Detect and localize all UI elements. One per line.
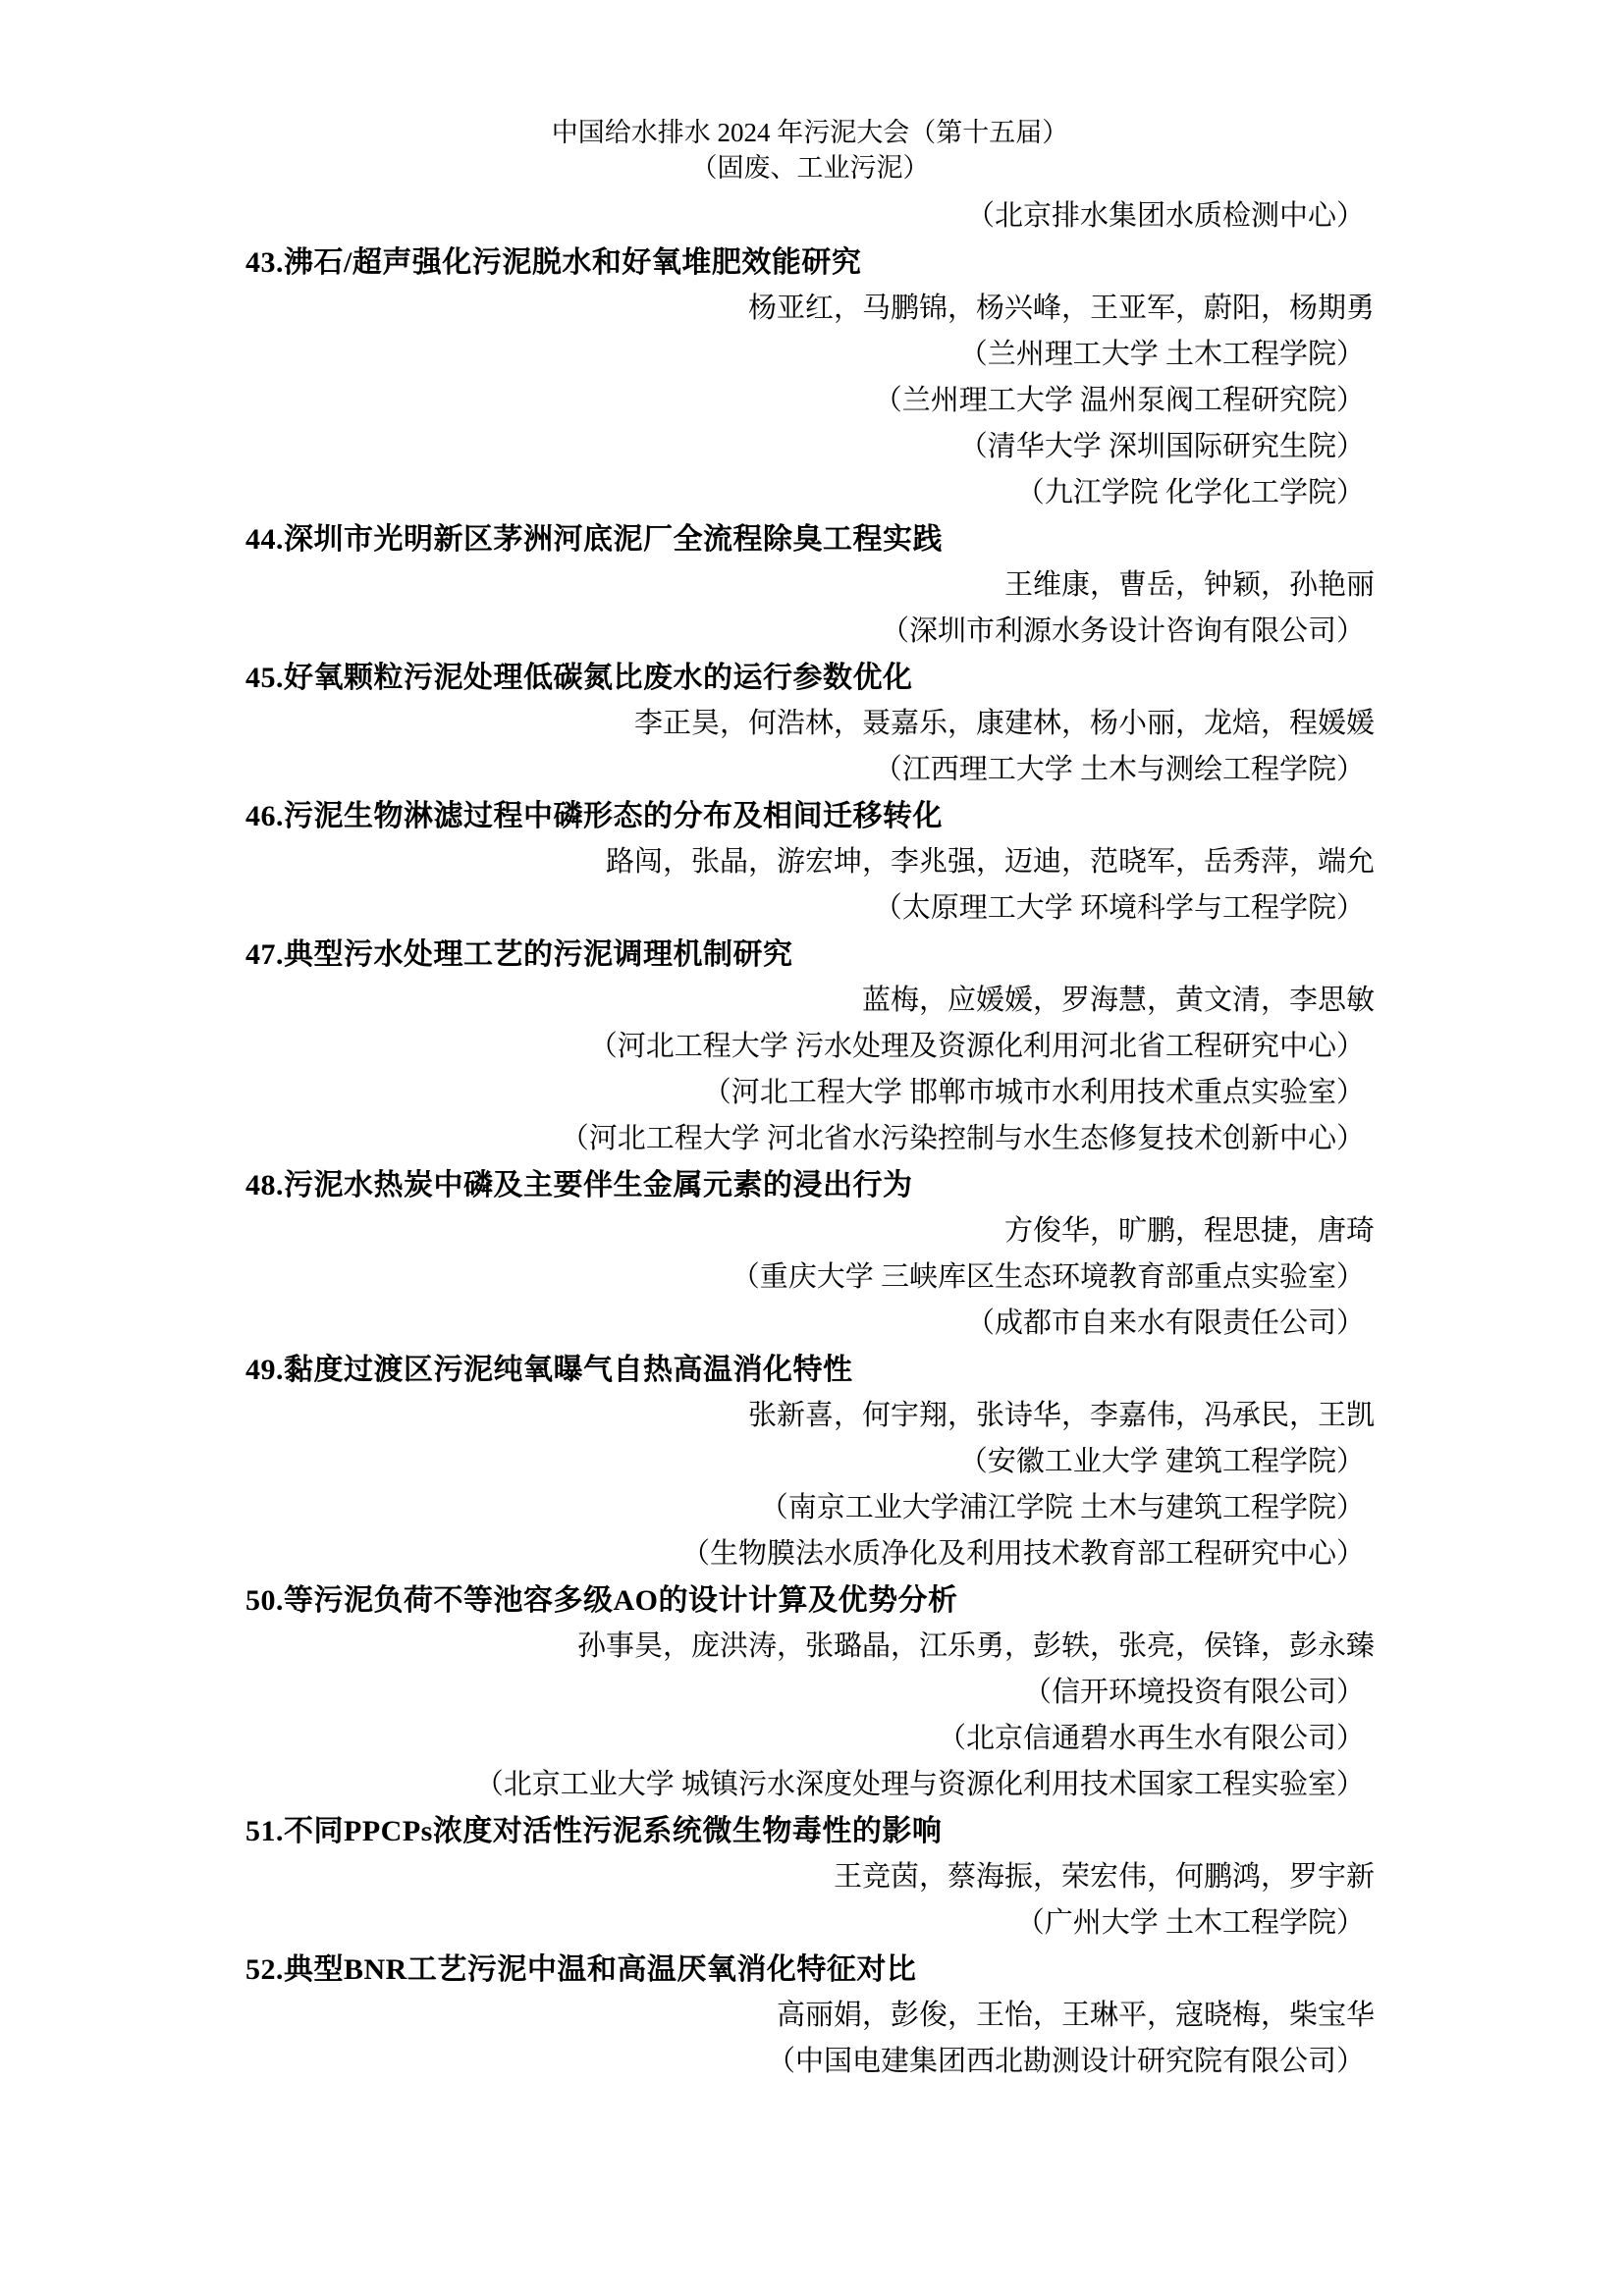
paper-entry bbox=[245, 516, 1375, 655]
paper-authors: 孙事昊，庞洪涛，张璐晶，江乐勇，彭轶，张亮，侯锋，彭永臻 bbox=[576, 1630, 1375, 1662]
paper-authors: 方俊华，旷鹏，程思捷，唐琦 bbox=[1003, 1215, 1375, 1247]
paper-affiliation: （河北工程大学 污水处理及资源化利用河北省工程研究中心） bbox=[588, 1031, 1365, 1062]
document-content bbox=[245, 0, 1375, 2085]
paper-authors: 王竞茵，蔡海振，荣宏伟，何鹏鸿，罗宇新 bbox=[833, 1861, 1375, 1893]
paper-entry bbox=[245, 1577, 1375, 1808]
paper-entry bbox=[245, 1162, 1375, 1347]
paper-entry bbox=[245, 1347, 1375, 1577]
paper-title-text: 典型BNR工艺污泥中温和高温厌氧消化特征对比 bbox=[284, 1953, 917, 1986]
continued-affiliation: （北京排水集团水质检测中心） bbox=[965, 200, 1365, 232]
paper-affiliation: （河北工程大学 河北省水污染控制与水生态修复技术创新中心） bbox=[560, 1123, 1365, 1154]
paper-affiliations bbox=[245, 1024, 1375, 1162]
paper-affiliation: （深圳市利源水务设计咨询有限公司） bbox=[880, 615, 1365, 647]
paper-title-text: 污泥水热炭中磷及主要伴生金属元素的浸出行为 bbox=[284, 1169, 913, 1201]
paper-title bbox=[245, 240, 1375, 286]
paper-title-text: 黏度过渡区污泥纯氧曝气自热高温消化特性 bbox=[284, 1354, 853, 1386]
paper-authors: 蓝梅，应媛媛，罗海慧，黄文清，李思敏 bbox=[861, 985, 1375, 1016]
paper-title-text: 沸石/超声强化污泥脱水和好氧堆肥效能研究 bbox=[284, 246, 862, 279]
paper-number: 50. bbox=[245, 1584, 284, 1617]
paper-title-text: 深圳市光明新区茅洲河底泥厂全流程除臭工程实践 bbox=[284, 523, 943, 556]
paper-number: 46. bbox=[245, 800, 284, 832]
paper-affiliation: （广州大学 土木工程学院） bbox=[1015, 1907, 1365, 1939]
paper-title bbox=[245, 1577, 1375, 1624]
paper-authors: 杨亚红，马鹏锦，杨兴峰，王亚军，蔚阳，杨期勇 bbox=[747, 293, 1375, 324]
paper-title bbox=[245, 793, 1375, 839]
document-header bbox=[245, 0, 1375, 186]
paper-affiliations bbox=[245, 1255, 1375, 1347]
paper-entry bbox=[245, 793, 1375, 932]
paper-number: 45. bbox=[245, 662, 284, 694]
paper-number: 47. bbox=[245, 938, 284, 971]
paper-title-text: 污泥生物淋滤过程中磷形态的分布及相间迁移转化 bbox=[284, 800, 943, 832]
paper-affiliation: （江西理工大学 土木与测绘工程学院） bbox=[873, 754, 1365, 785]
paper-affiliation: （成都市自来水有限责任公司） bbox=[965, 1308, 1365, 1339]
conference-subtitle: （固废、工业污泥） bbox=[690, 153, 930, 183]
paper-affiliation: （九江学院 化学化工学院） bbox=[1015, 477, 1365, 508]
paper-authors: 路闯，张晶，游宏坤，李兆强，迈迪，范晓军，岳秀萍，端允 bbox=[605, 846, 1375, 878]
paper-entry bbox=[245, 240, 1375, 516]
paper-affiliation: （中国电建集团西北勘测设计研究院有限公司） bbox=[766, 2046, 1365, 2077]
paper-affiliations bbox=[245, 609, 1375, 655]
paper-title bbox=[245, 516, 1375, 562]
paper-affiliation: （太原理工大学 环境科学与工程学院） bbox=[873, 892, 1365, 924]
paper-number: 44. bbox=[245, 523, 284, 556]
paper-title bbox=[245, 1947, 1375, 1993]
paper-number: 43. bbox=[245, 246, 284, 279]
paper-authors: 张新喜，何宇翔，张诗华，李嘉伟，冯承民，王凯 bbox=[747, 1400, 1375, 1431]
paper-affiliations bbox=[245, 1900, 1375, 1947]
paper-title bbox=[245, 1347, 1375, 1393]
paper-authors: 李正昊，何浩林，聂嘉乐，康建林，杨小丽，龙焙，程媛媛 bbox=[633, 708, 1375, 739]
paper-authors: 王维康，曹岳，钟颖，孙艳丽 bbox=[1003, 569, 1375, 601]
paper-entry bbox=[245, 655, 1375, 793]
paper-affiliation: （北京工业大学 城镇污水深度处理与资源化利用技术国家工程实验室） bbox=[474, 1769, 1365, 1800]
paper-list bbox=[245, 193, 1375, 2085]
paper-title-text: 好氧颗粒污泥处理低碳氮比废水的运行参数优化 bbox=[284, 662, 913, 694]
paper-title bbox=[245, 655, 1375, 701]
paper-affiliation: （兰州理工大学 温州泵阀工程研究院） bbox=[873, 385, 1365, 416]
paper-entry bbox=[245, 1947, 1375, 2085]
paper-affiliation: （生物膜法水质净化及利用技术教育部工程研究中心） bbox=[680, 1538, 1365, 1570]
paper-affiliation: （清华大学 深圳国际研究生院） bbox=[958, 431, 1365, 462]
paper-title-text: 不同PPCPs浓度对活性污泥系统微生物毒性的影响 bbox=[284, 1815, 943, 1847]
paper-affiliations bbox=[245, 1670, 1375, 1808]
paper-number: 51. bbox=[245, 1815, 284, 1847]
paper-affiliation: （兰州理工大学 土木工程学院） bbox=[958, 339, 1365, 370]
paper-title-text: 典型污水处理工艺的污泥调理机制研究 bbox=[284, 938, 793, 971]
paper-number: 48. bbox=[245, 1169, 284, 1201]
paper-affiliations bbox=[245, 1439, 1375, 1577]
paper-authors: 高丽娟，彭俊，王怡，王琳平，寇晓梅，柴宝华 bbox=[776, 2000, 1375, 2031]
paper-affiliations bbox=[245, 332, 1375, 516]
paper-number: 49. bbox=[245, 1354, 284, 1386]
paper-affiliations bbox=[245, 885, 1375, 932]
paper-entry bbox=[245, 932, 1375, 1162]
paper-title-text: 等污泥负荷不等池容多级AO的设计计算及优势分析 bbox=[284, 1584, 958, 1617]
paper-title bbox=[245, 1162, 1375, 1208]
paper-entry bbox=[245, 1808, 1375, 1947]
paper-affiliations bbox=[245, 2039, 1375, 2085]
conference-title: 中国给水排水 2024 年污泥大会（第十五届） bbox=[551, 118, 1069, 147]
paper-affiliation: （南京工业大学浦江学院 土木与建筑工程学院） bbox=[759, 1492, 1365, 1523]
paper-affiliation: （安徽工业大学 建筑工程学院） bbox=[958, 1446, 1365, 1477]
paper-affiliations bbox=[245, 747, 1375, 793]
paper-affiliation: （信开环境投资有限公司） bbox=[1022, 1677, 1365, 1708]
paper-number: 52. bbox=[245, 1953, 284, 1986]
paper-affiliation: （河北工程大学 邯郸市城市水利用技术重点实验室） bbox=[702, 1077, 1365, 1108]
paper-title bbox=[245, 1808, 1375, 1854]
paper-title bbox=[245, 932, 1375, 978]
paper-affiliation: （北京信通碧水再生水有限公司） bbox=[937, 1723, 1365, 1754]
paper-affiliation: （重庆大学 三峡库区生态环境教育部重点实验室） bbox=[731, 1261, 1365, 1293]
